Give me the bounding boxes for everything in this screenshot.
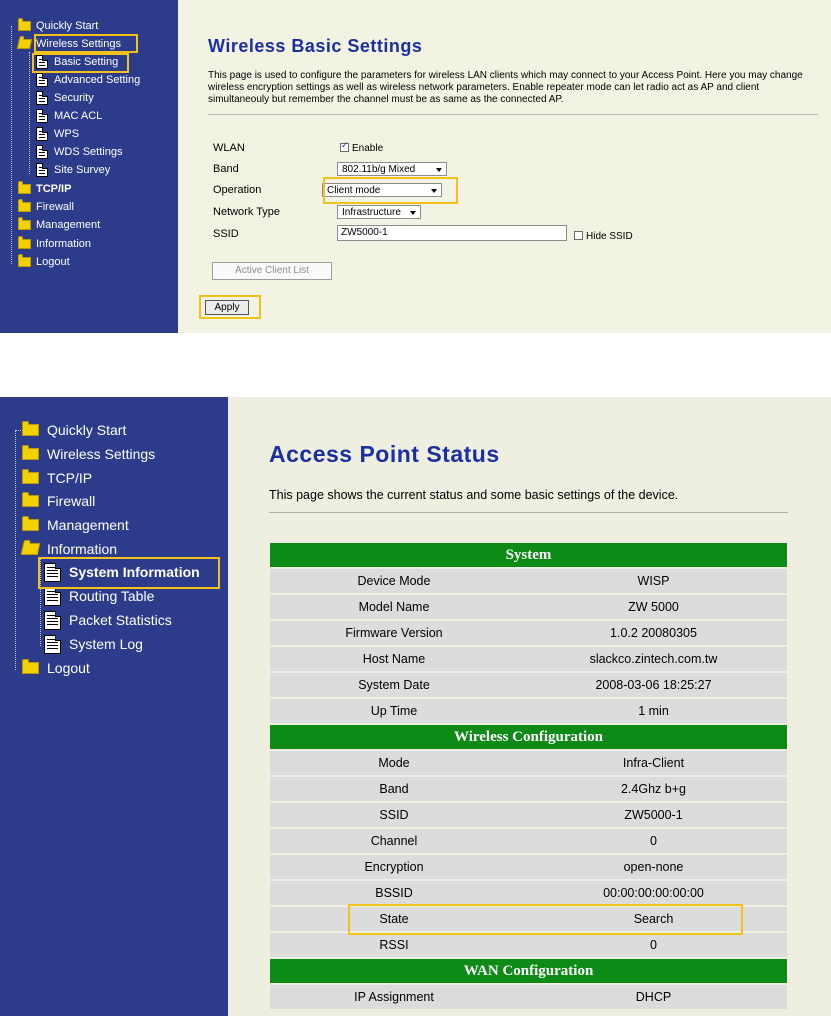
- nav-label: Wireless Settings: [36, 38, 121, 50]
- row-value: ZW5000-1: [624, 808, 683, 822]
- nav-item-firewall[interactable]: [18, 200, 74, 214]
- row-value: slackco.zintech.com.tw: [589, 652, 718, 666]
- nav-label: Information: [36, 238, 92, 250]
- band-label: Band: [213, 163, 239, 175]
- folder-icon: [22, 472, 39, 484]
- nav-label: Logout: [47, 660, 90, 676]
- nav-item-system-log[interactable]: [44, 635, 143, 653]
- highlight-box: [34, 34, 138, 53]
- nav-item-routing-table[interactable]: [44, 587, 154, 605]
- nav-label: Security: [54, 92, 94, 104]
- bottom-content: [228, 397, 831, 1016]
- row-key: Band: [379, 782, 409, 796]
- active-client-list-button[interactable]: Active Client List: [212, 262, 332, 280]
- nav-label: TCP/IP: [36, 183, 72, 195]
- divider: [269, 512, 788, 513]
- nav-item-logout[interactable]: [22, 659, 90, 677]
- page-title: Wireless Basic Settings: [208, 36, 423, 56]
- nav-item-tcp-ip[interactable]: [18, 182, 71, 196]
- folder-icon: [22, 424, 39, 436]
- nav-item-management[interactable]: [18, 218, 100, 232]
- wlan-label: WLAN: [213, 142, 245, 154]
- row-value: WISP: [637, 574, 670, 588]
- section-header-wan: WAN Configuration: [270, 959, 787, 983]
- nav-item-site-survey[interactable]: [36, 163, 110, 177]
- row-key: Channel: [370, 834, 418, 848]
- hide-ssid-checkbox[interactable]: [574, 231, 583, 240]
- row-key: Host Name: [362, 652, 426, 666]
- folder-icon: [18, 184, 31, 194]
- operation-label: Operation: [213, 184, 262, 196]
- row-value: 0: [650, 938, 657, 952]
- nav-label: Management: [36, 219, 101, 231]
- nav-label: System Information: [69, 564, 200, 580]
- row-value: DHCP: [635, 990, 672, 1004]
- nav-item-quickly-start[interactable]: [22, 421, 126, 439]
- row-value: ZW 5000: [628, 600, 679, 614]
- nav-label: Routing Table: [69, 588, 155, 604]
- table-row: [270, 777, 787, 801]
- tree-line: [11, 26, 12, 264]
- nav-label: Packet Statistics: [69, 612, 172, 628]
- nav-label: WPS: [54, 128, 80, 140]
- apply-button[interactable]: Apply: [205, 300, 249, 315]
- table-row: [270, 621, 787, 645]
- nav-label: Advanced Setting: [54, 74, 141, 86]
- row-value: 2.4Ghz b+g: [621, 782, 686, 796]
- table-row: [270, 699, 787, 723]
- nav-label: MAC ACL: [54, 110, 103, 122]
- page-icon: [36, 163, 48, 177]
- page-icon: [36, 145, 48, 159]
- row-value: Infra-Client: [622, 756, 685, 770]
- table-row: [270, 933, 787, 957]
- page-icon: [44, 611, 61, 630]
- folder-icon: [18, 257, 31, 267]
- page-title: Access Point Status: [269, 441, 500, 467]
- highlight-box: [348, 904, 743, 935]
- row-key: BSSID: [375, 886, 413, 900]
- table-row: [270, 569, 787, 593]
- table-row: [270, 595, 787, 619]
- nav-label: Firewall: [36, 201, 74, 213]
- highlight-box: [323, 177, 458, 204]
- section-header-system: System: [270, 543, 787, 567]
- folder-icon: [22, 495, 39, 507]
- page-icon: [36, 109, 48, 123]
- nav-item-tcp-ip[interactable]: [22, 469, 92, 487]
- row-value: 1.0.2 20080305: [610, 626, 697, 640]
- ssid-input[interactable]: ZW5000-1: [337, 225, 567, 241]
- nav-label: Firewall: [47, 493, 96, 509]
- ssid-label: SSID: [213, 228, 239, 240]
- row-key: State: [379, 912, 409, 926]
- page-icon: [44, 635, 61, 654]
- highlight-box: [32, 53, 129, 73]
- highlight-box: [38, 557, 220, 589]
- table-row: [270, 881, 787, 905]
- status-table: [270, 543, 787, 1011]
- network-type-label: Network Type: [213, 206, 281, 218]
- nav-item-packet-statistics[interactable]: [44, 611, 172, 629]
- folder-icon: [22, 519, 39, 531]
- row-key: IP Assignment: [354, 990, 434, 1004]
- nav-item-information[interactable]: [22, 540, 117, 558]
- page-icon: [36, 91, 48, 105]
- folder-icon: [18, 21, 31, 31]
- row-value: 2008-03-06 18:25:27: [595, 678, 712, 692]
- nav-label: Logout: [36, 256, 70, 268]
- nav-label: Wireless Settings: [47, 446, 156, 462]
- row-key: Mode: [378, 756, 410, 770]
- folder-icon: [22, 448, 39, 460]
- nav-item-security[interactable]: [36, 91, 94, 105]
- nav-label: Quickly Start: [47, 422, 127, 438]
- row-key: SSID: [379, 808, 409, 822]
- wlan-enable-label: Enable: [352, 143, 384, 154]
- highlight-box: [199, 295, 261, 319]
- tree-line: [15, 430, 16, 670]
- folder-icon: [22, 662, 39, 674]
- nav-label: Information: [47, 541, 118, 557]
- nav-item-management[interactable]: [22, 516, 129, 534]
- hide-ssid-label: Hide SSID: [586, 231, 633, 242]
- row-value: Search: [633, 912, 674, 926]
- tree-line: [29, 52, 30, 174]
- page-icon: [36, 127, 48, 141]
- table-row: [270, 751, 787, 775]
- nav-label: TCP/IP: [47, 470, 93, 486]
- table-row: [270, 829, 787, 853]
- row-key: Model Name: [358, 600, 430, 614]
- folder-icon: [18, 202, 31, 212]
- page-description: This page is used to configure the parameters for wireless LAN clients which may connect to your Access Point. Here you may change wireless encryption settings as well as wireless network parameters. Enable repeater mode can let radio act as AP and client simultaneouly but remember the channel must be as same as the connected AP.: [208, 70, 803, 105]
- top-sidebar: [0, 0, 178, 333]
- row-key: Firmware Version: [345, 626, 443, 640]
- divider: [208, 114, 818, 115]
- nav-label: Quickly Start: [36, 20, 99, 32]
- table-row: [270, 855, 787, 879]
- row-key: Up Time: [370, 704, 418, 718]
- nav-item-wireless-settings[interactable]: [22, 445, 155, 463]
- nav-label: Site Survey: [54, 164, 111, 176]
- row-value: open-none: [623, 860, 684, 874]
- folder-icon: [18, 239, 31, 249]
- nav-item-firewall[interactable]: [22, 492, 95, 510]
- nav-item-quickly-start[interactable]: [18, 19, 98, 33]
- band-select[interactable]: 802.11b/g Mixed: [337, 162, 447, 176]
- nav-item-information[interactable]: [18, 237, 91, 251]
- folder-open-icon: [17, 39, 32, 49]
- page-icon: [36, 73, 48, 87]
- row-key: System Date: [358, 678, 430, 692]
- page-description: This page shows the current status and some basic settings of the device.: [269, 488, 679, 502]
- nav-item-mac-acl[interactable]: [36, 109, 102, 123]
- nav-item-wds-settings[interactable]: [36, 145, 122, 159]
- nav-label: System Log: [69, 636, 143, 652]
- row-key: RSSI: [379, 938, 409, 952]
- section-header-wireless: Wireless Configuration: [270, 725, 787, 749]
- nav-label: Management: [47, 517, 129, 533]
- wlan-enable-checkbox[interactable]: [340, 143, 349, 152]
- table-row: [270, 673, 787, 697]
- network-type-select[interactable]: Infrastructure: [337, 205, 421, 219]
- table-row: [270, 985, 787, 1009]
- nav-label: Basic Setting: [54, 56, 119, 68]
- nav-item-advanced-setting[interactable]: [36, 73, 140, 87]
- nav-item-wps[interactable]: [36, 127, 79, 141]
- operation-select[interactable]: Client mode: [322, 183, 442, 197]
- nav-label: WDS Settings: [54, 146, 123, 158]
- top-content: [178, 0, 831, 333]
- row-value: 0: [650, 834, 657, 848]
- folder-open-icon: [21, 543, 41, 555]
- bottom-sidebar: [0, 397, 228, 1016]
- row-value: 00:00:00:00:00:00: [603, 886, 704, 900]
- row-value: 1 min: [638, 704, 669, 718]
- table-row: [270, 803, 787, 827]
- row-key: Encryption: [364, 860, 424, 874]
- row-key: Device Mode: [357, 574, 431, 588]
- page-icon: [44, 587, 61, 606]
- table-row: [270, 647, 787, 671]
- folder-icon: [18, 220, 31, 230]
- nav-item-logout[interactable]: [18, 255, 70, 269]
